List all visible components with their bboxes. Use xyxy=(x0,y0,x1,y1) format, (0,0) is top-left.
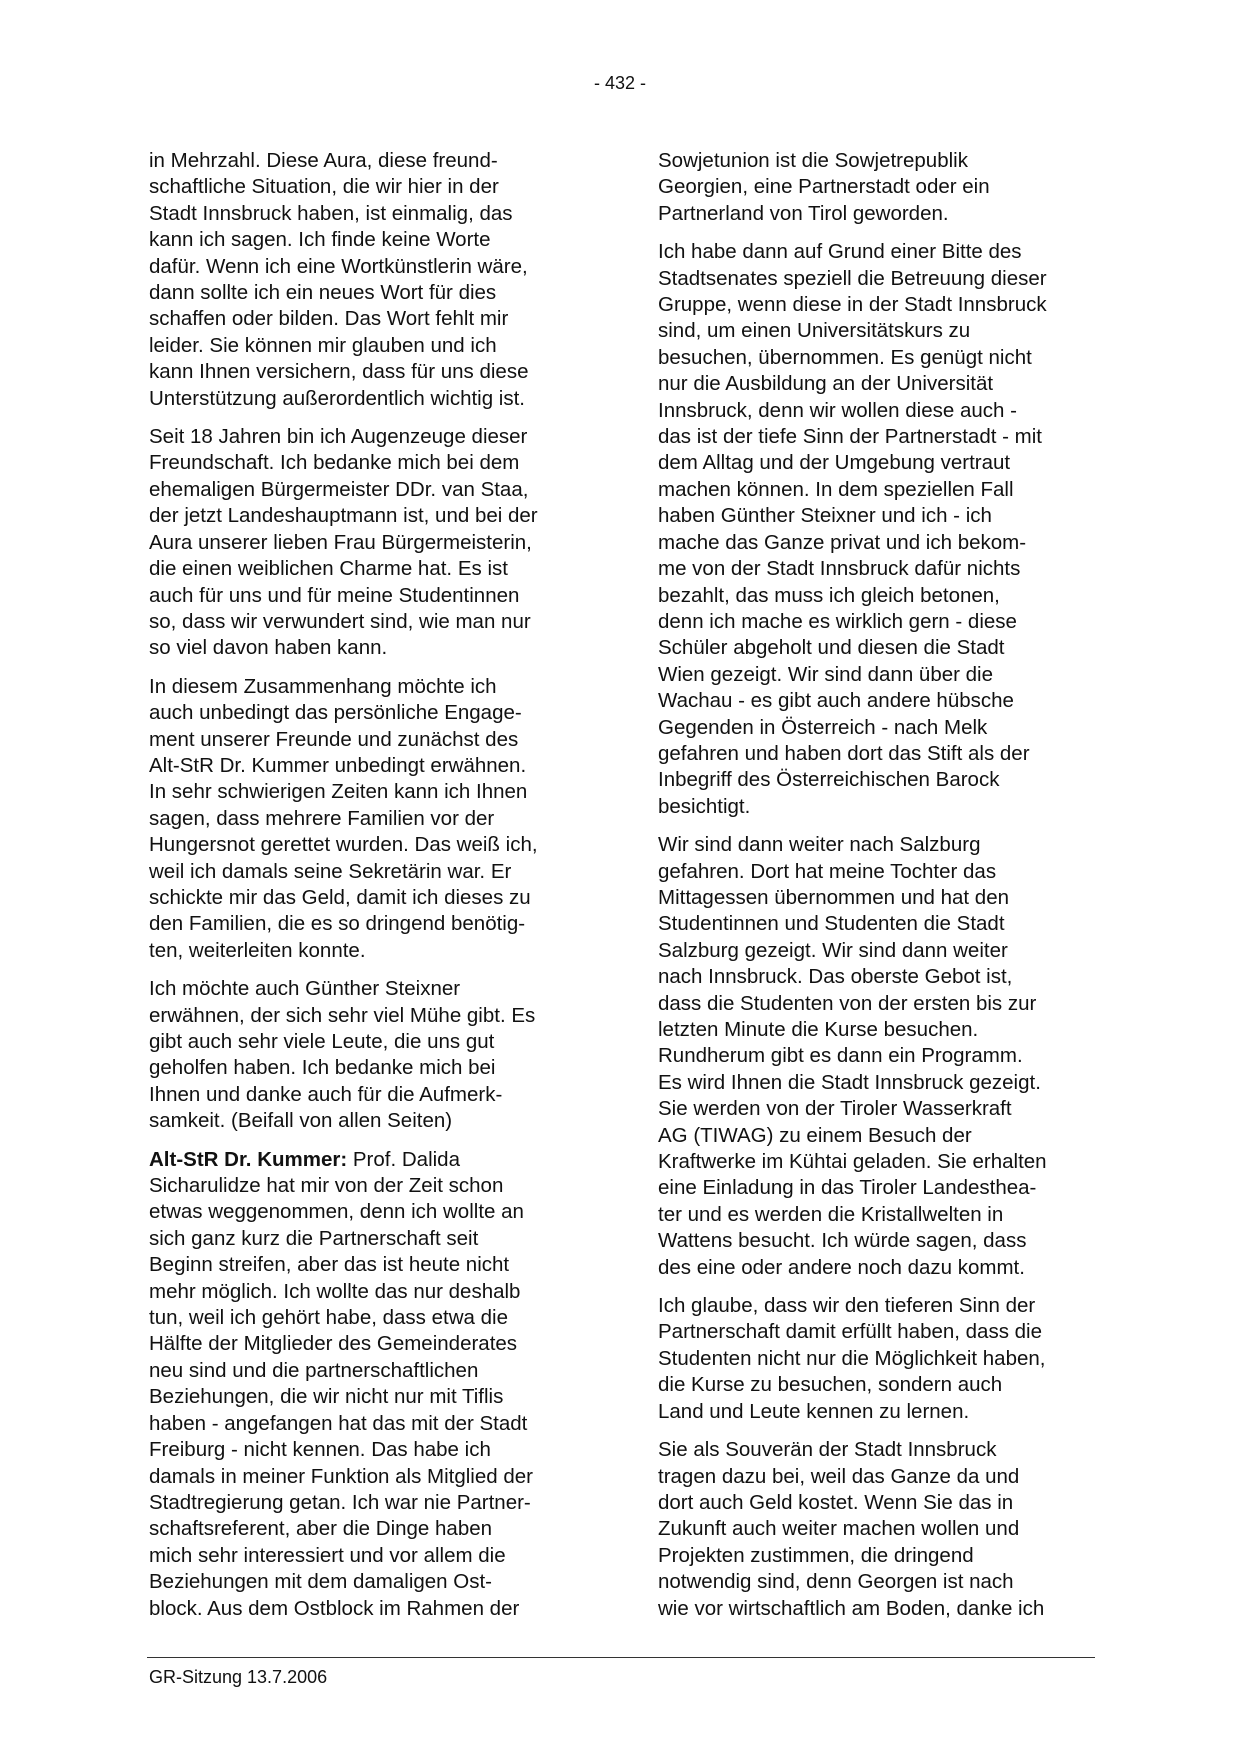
text-line: das ist der tiefe Sinn der Partnerstadt - mit xyxy=(658,425,1042,449)
text-line: sagen, dass mehrere Familien vor der xyxy=(149,806,495,830)
text-line: Alt-StR Dr. Kummer unbedingt erwähnen. xyxy=(149,753,527,777)
text-line: In sehr schwierigen Zeiten kann ich Ihnen xyxy=(149,780,528,804)
text-line: etwas weggenommen, denn ich wollte an xyxy=(149,1200,524,1224)
text-line: ter und es werden die Kristallwelten in xyxy=(658,1202,1004,1226)
paragraph xyxy=(149,976,589,1134)
text-line: haben Günther Steixner und ich - ich xyxy=(658,504,992,528)
text-line: Gegenden in Österreich - nach Melk xyxy=(658,715,988,739)
text-line: AG (TIWAG) zu einem Besuch der xyxy=(658,1123,972,1147)
text-line: wie vor wirtschaftlich am Boden, danke ich xyxy=(658,1596,1045,1620)
text-line: tun, weil ich gehört habe, dass etwa die xyxy=(149,1306,508,1330)
text-line: geholfen haben. Ich bedanke mich bei xyxy=(149,1056,496,1080)
text-line: Ich möchte auch Günther Steixner xyxy=(149,977,461,1001)
text-line: besichtigt. xyxy=(658,794,751,818)
text-line: Inbegriff des Österreichischen Barock xyxy=(658,768,1000,792)
text-line: tragen dazu bei, weil das Ganze da und xyxy=(658,1464,1020,1488)
text-line: Salzburg gezeigt. Wir sind dann weiter xyxy=(658,938,1008,962)
text-line: dem Alltag und der Umgebung vertraut xyxy=(658,451,1011,475)
text-line: Stadt Innsbruck haben, ist einmalig, das xyxy=(149,201,513,225)
text-line: Kraftwerke im Kühtai geladen. Sie erhalten xyxy=(658,1150,1047,1174)
text-line: des eine oder andere noch dazu kommt. xyxy=(658,1255,1025,1279)
text-line: block. Aus dem Ostblock im Rahmen der xyxy=(149,1596,520,1620)
text-line: ehemaligen Bürgermeister DDr. van Staa, xyxy=(149,477,529,501)
text-line: Wir sind dann weiter nach Salzburg xyxy=(658,833,981,857)
text-line: notwendig sind, denn Georgen ist nach xyxy=(658,1570,1014,1594)
paragraph xyxy=(658,1293,1098,1425)
text-line: sich ganz kurz die Partnerschaft seit xyxy=(149,1226,479,1250)
text-line: leider. Sie können mir glauben und ich xyxy=(149,333,497,357)
text-line: Ich glaube, dass wir den tieferen Sinn der xyxy=(658,1294,1036,1318)
text-line: Gruppe, wenn diese in der Stadt Innsbruck xyxy=(658,293,1047,317)
text-line: dass die Studenten von der ersten bis zur xyxy=(658,991,1037,1015)
text-line: weil ich damals seine Sekretärin war. Er xyxy=(149,859,512,883)
text-line: Schüler abgeholt und diesen die Stadt xyxy=(658,636,1005,660)
text-line: mache das Ganze privat und ich bekom- xyxy=(658,530,1027,554)
footer-session-date: GR-Sitzung 13.7.2006 xyxy=(149,1667,328,1687)
text-line: der jetzt Landeshauptmann ist, und bei der xyxy=(149,504,538,528)
page-number: - 432 - xyxy=(593,73,647,93)
text-line: dort auch Geld kostet. Wenn Sie das in xyxy=(658,1490,1014,1514)
text-line: mich sehr interessiert und vor allem die xyxy=(149,1543,506,1567)
text-line: Wattens besucht. Ich würde sagen, dass xyxy=(658,1229,1027,1253)
text-line: Seit 18 Jahren bin ich Augenzeuge dieser xyxy=(149,425,528,449)
text-line: Aura unserer lieben Frau Bürgermeisterin, xyxy=(149,530,532,554)
text-line: Beginn streifen, aber das ist heute nicht xyxy=(149,1253,510,1277)
text-line: gibt auch sehr viele Leute, die uns gut xyxy=(149,1030,495,1053)
text-line: schaffen oder bilden. Das Wort fehlt mir xyxy=(149,307,509,331)
text-line: Studenten nicht nur die Möglichkeit haben, xyxy=(658,1346,1046,1370)
text-line: Rundherum gibt es dann ein Programm. xyxy=(658,1044,1023,1068)
text-line: auch unbedingt das persönliche Engage- xyxy=(149,701,522,725)
speaker-text-start: Prof. Dalida xyxy=(347,1147,460,1171)
text-line: Stadtregierung getan. Ich war nie Partner- xyxy=(149,1490,531,1514)
text-line: nach Innsbruck. Das oberste Gebot ist, xyxy=(658,965,1013,989)
text-line: besuchen, übernommen. Es genügt nicht xyxy=(658,345,1032,369)
text-line: schickte mir das Geld, damit ich dieses zu xyxy=(149,885,531,909)
text-line: bezahlt, das muss ich gleich betonen, xyxy=(658,583,1000,607)
text-line: Freundschaft. Ich bedanke mich bei dem xyxy=(149,451,520,475)
speaker-name: Alt-StR Dr. Kummer: xyxy=(149,1147,348,1171)
text-line: Studentinnen und Studenten die Stadt xyxy=(658,912,1005,936)
text-line: die einen weiblichen Charme hat. Es ist xyxy=(149,557,508,581)
text-line: Sie werden von der Tiroler Wasserkraft xyxy=(658,1097,1012,1121)
text-line: dafür. Wenn ich eine Wortkünstlerin wäre, xyxy=(149,254,528,278)
text-line: Hungersnot gerettet wurden. Das weiß ich, xyxy=(149,833,538,857)
text-line: schaftsreferent, aber die Dinge haben xyxy=(149,1517,493,1541)
text-line: Beziehungen, die wir nicht nur mit Tiflis xyxy=(149,1385,504,1409)
paragraph xyxy=(149,148,589,412)
text-line: schaftliche Situation, die wir hier in der xyxy=(149,175,499,199)
text-line: Partnerland von Tirol geworden. xyxy=(658,201,949,225)
text-line: Hälfte der Mitglieder des Gemeinderates xyxy=(149,1332,518,1356)
text-line: neu sind und die partnerschaftlichen xyxy=(149,1358,479,1382)
paragraph xyxy=(658,148,1098,227)
text-line xyxy=(149,1147,589,1173)
text-line: erwähnen, der sich sehr viel Mühe gibt. Es xyxy=(149,1003,536,1027)
text-line: gefahren. Dort hat meine Tochter das xyxy=(658,859,997,883)
text-line: Unterstützung außerordentlich wichtig ist. xyxy=(149,386,526,410)
text-line: nur die Ausbildung an der Universität xyxy=(658,372,994,396)
text-line: Beziehungen mit dem damaligen Ost- xyxy=(149,1570,492,1594)
text-line: Georgien, eine Partnerstadt oder ein xyxy=(658,175,990,199)
text-line: dann sollte ich ein neues Wort für dies xyxy=(149,281,497,305)
text-line: letzten Minute die Kurse besuchen. xyxy=(658,1018,979,1041)
text-line: ten, weiterleiten konnte. xyxy=(149,938,366,962)
text-line: Es wird Ihnen die Stadt Innsbruck gezeigt. xyxy=(658,1070,1041,1094)
text-line: Sowjetunion ist die Sowjetrepublik xyxy=(658,149,968,172)
text-line: eine Einladung in das Tiroler Landesthea- xyxy=(658,1176,1037,1200)
text-line: Projekten zustimmen, die dringend xyxy=(658,1543,974,1567)
text-line: auch für uns und für meine Studentinnen xyxy=(149,583,520,607)
text-line: Innsbruck, denn wir wollen diese auch - xyxy=(658,398,1017,422)
text-line: gefahren und haben dort das Stift als der xyxy=(658,741,1030,765)
right-column xyxy=(658,148,1098,1634)
text-line: machen können. In dem speziellen Fall xyxy=(658,477,1014,501)
text-line: Zukunft auch weiter machen wollen und xyxy=(658,1517,1020,1541)
text-line: kann ich sagen. Ich finde keine Worte xyxy=(149,228,491,252)
text-line: Sie als Souverän der Stadt Innsbruck xyxy=(658,1438,997,1462)
speaker-paragraph xyxy=(149,1147,589,1622)
text-line: Wachau - es gibt auch andere hübsche xyxy=(658,689,1014,713)
left-column xyxy=(149,148,589,1634)
text-line: me von der Stadt Innsbruck dafür nichts xyxy=(658,557,1021,581)
footer-divider xyxy=(147,1657,1095,1658)
paragraph xyxy=(658,239,1098,820)
text-line: In diesem Zusammenhang möchte ich xyxy=(149,674,497,698)
text-line: sind, um einen Universitätskurs zu xyxy=(658,319,971,343)
text-line: mehr möglich. Ich wollte das nur deshalb xyxy=(149,1279,521,1303)
text-line: Sicharulidze hat mir von der Zeit schon xyxy=(149,1174,504,1198)
text-line: Ihnen und danke auch für die Aufmerk- xyxy=(149,1082,503,1106)
text-line: den Familien, die es so dringend benötig- xyxy=(149,912,526,936)
text-line: so, dass wir verwundert sind, wie man nur xyxy=(149,609,531,633)
paragraph xyxy=(149,674,589,964)
text-line: in Mehrzahl. Diese Aura, diese freund- xyxy=(149,149,498,172)
text-line: denn ich mache es wirklich gern - diese xyxy=(658,609,1017,633)
text-line: Wien gezeigt. Wir sind dann über die xyxy=(658,662,994,686)
text-line: Stadtsenates speziell die Betreuung dieser xyxy=(658,266,1047,290)
paragraph xyxy=(658,832,1098,1281)
text-line: Freiburg - nicht kennen. Das habe ich xyxy=(149,1438,491,1462)
paragraph xyxy=(658,1437,1098,1622)
text-line: kann Ihnen versichern, dass für uns diese xyxy=(149,360,529,384)
text-line: damals in meiner Funktion als Mitglied der xyxy=(149,1464,533,1488)
paragraph xyxy=(149,424,589,662)
text-line: samkeit. (Beifall von allen Seiten) xyxy=(149,1109,453,1133)
text-line: die Kurse zu besuchen, sondern auch xyxy=(658,1373,1003,1397)
text-line: Partnerschaft damit erfüllt haben, dass die xyxy=(658,1320,1043,1344)
text-line: Land und Leute kennen zu lernen. xyxy=(658,1399,970,1423)
text-line: Mittagessen übernommen und hat den xyxy=(658,885,1010,909)
text-line: ment unserer Freunde und zunächst des xyxy=(149,727,519,751)
text-line: Ich habe dann auf Grund einer Bitte des xyxy=(658,240,1022,264)
text-line: so viel davon haben kann. xyxy=(149,636,388,660)
text-line: haben - angefangen hat das mit der Stadt xyxy=(149,1411,528,1435)
